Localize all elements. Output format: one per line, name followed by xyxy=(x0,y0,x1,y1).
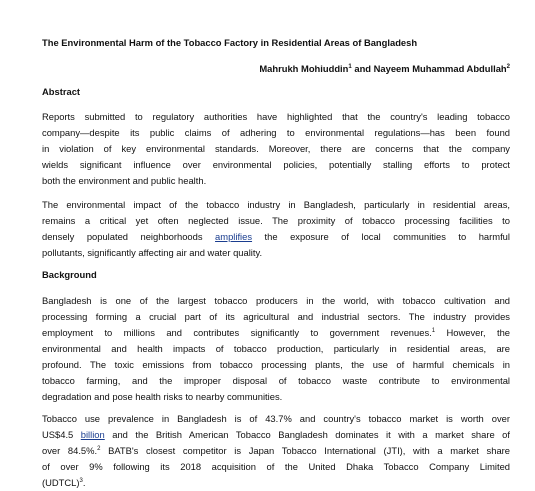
text-line: wields significant influence over environmental policies, potentially stalling efforts to protect xyxy=(42,159,510,170)
text-span: the exposure of local communities to harmful xyxy=(252,231,510,242)
paper-title: The Environmental Harm of the Tobacco Factory in Residential Areas of Bangladesh xyxy=(42,37,418,48)
text-line: profound. The toxic emissions from tobacco processing plants, the use of harmful chemicals in xyxy=(42,359,510,370)
author-name: Nayeem Muhammad Abdullah xyxy=(373,63,507,74)
text-span: BATB's closest competitor is Japan Tobacco International (JTI), with a market share xyxy=(100,445,511,456)
text-span: (UDTCL) xyxy=(42,477,80,488)
text-line: pollutants, significantly affecting air and water quality. xyxy=(42,247,263,258)
text-line xyxy=(42,475,510,491)
text-line: Tobacco use prevalence in Bangladesh is of 43.7% and country's tobacco market is worth over xyxy=(42,413,510,424)
text-span: employment to millions and contributes significantly to government revenues. xyxy=(42,327,432,338)
affiliation-marker: 1 xyxy=(348,63,352,70)
author-conjunction: and xyxy=(351,63,374,74)
text-span: and the British American Tobacco Bangladesh dominates it with a market share of xyxy=(104,429,510,440)
text-line: both the environment and public health. xyxy=(42,175,207,186)
text-line: tobacco farming, and the improper disposal of tobacco waste contribute to environmental xyxy=(42,375,510,386)
text-line: Bangladesh is one of the largest tobacco producers in the world, with tobacco cultivation and xyxy=(42,295,510,306)
text-span: . xyxy=(82,477,86,488)
text-line: degradation and pose health risks to nearby communities. xyxy=(42,391,283,402)
text-line: in violation of key environmental standards. Moreover, there are concerns that the company xyxy=(42,143,510,154)
background-paragraph-2 xyxy=(42,411,510,491)
text-span: US$4.5 xyxy=(42,429,81,440)
background-heading: Background xyxy=(42,269,97,280)
affiliation-marker: 2 xyxy=(506,63,510,70)
abstract-heading: Abstract xyxy=(42,86,81,97)
inline-link[interactable]: amplifies xyxy=(215,231,253,242)
text-line: Reports submitted to regulatory authorities have highlighted that the country's leading tobacco xyxy=(42,111,510,122)
footnote-marker: 2 xyxy=(97,445,101,452)
text-span: However, the xyxy=(435,327,510,338)
author-line xyxy=(259,63,510,74)
author-name: Mahrukh Mohiuddin xyxy=(259,63,349,74)
abstract-paragraph-1 xyxy=(42,109,510,189)
footnote-marker: 1 xyxy=(431,327,436,334)
text-line: of over 9% following its 2018 acquisition of the United Dhaka Tobacco Company Limited xyxy=(42,461,510,472)
text-line: remains a critical yet often neglected issue. The proximity of tobacco processing facilities to xyxy=(42,215,510,226)
text-line xyxy=(42,427,510,443)
background-paragraph-1 xyxy=(42,293,510,405)
text-line xyxy=(42,325,510,341)
text-line: company—despite its public claims of adhering to environmental regulations—has been found xyxy=(42,127,510,138)
footnote-marker: 3 xyxy=(79,477,83,484)
inline-link[interactable]: billion xyxy=(80,429,105,440)
text-line: processing forming a crucial part of its agricultural and industrial sectors. The industry provides xyxy=(42,311,510,322)
text-line: environmental and health impacts of tobacco production, particularly in residential areas, are xyxy=(42,343,510,354)
text-span: densely populated neighborhoods xyxy=(42,231,216,242)
abstract-paragraph-2 xyxy=(42,197,510,261)
text-line xyxy=(42,229,510,245)
text-line xyxy=(42,443,510,459)
text-span: over 84.5%. xyxy=(42,445,98,456)
text-line: The environmental impact of the tobacco industry in Bangladesh, particularly in residential areas, xyxy=(42,199,510,210)
